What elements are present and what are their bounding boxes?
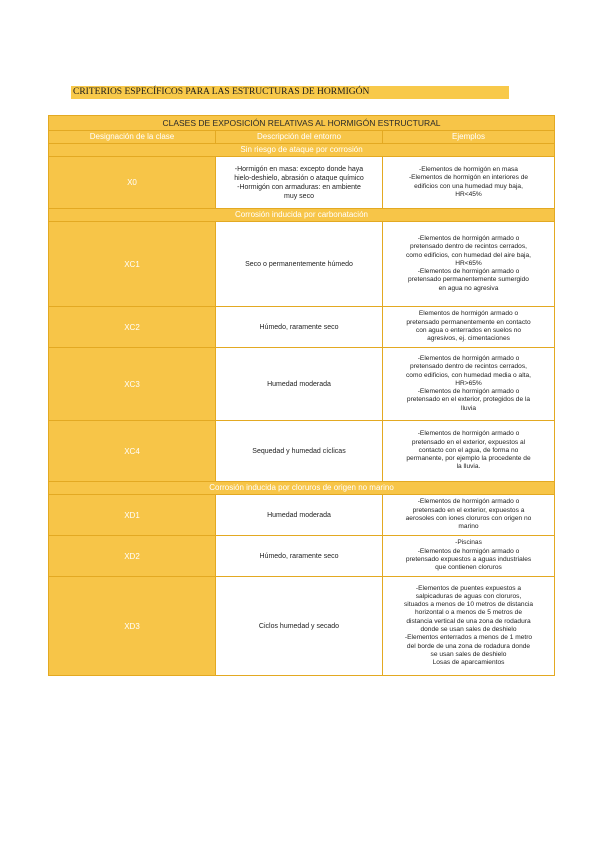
class-code: XC2 <box>49 307 215 347</box>
example-line: situados a menos de 10 metros de distancia <box>403 601 534 609</box>
column-header-description: Descripción del entorno <box>215 131 382 143</box>
example-line: contacto con el agua, de forma no <box>418 446 519 454</box>
example-line: -Piscinas <box>455 539 482 547</box>
example-line: horizontal o a menos de 5 metros de <box>414 609 523 617</box>
examples-cell <box>382 495 554 535</box>
class-code: XD1 <box>49 495 215 535</box>
table-row-xc4 <box>49 421 554 482</box>
example-line: como edificios, con humedad media o alta, <box>406 371 531 379</box>
example-line: pretensado en el exterior, expuestos al <box>411 438 526 446</box>
environment-description: Humedad moderada <box>215 495 382 535</box>
example-line: con agua o enterrados en suelos no <box>415 327 522 334</box>
example-line: distancia vertical de una zona de rodadura <box>406 617 531 625</box>
description-line: -Hormigón en masa: excepto donde haya <box>234 165 364 173</box>
section-label-carbonation: Corrosión inducida por carbonatación <box>49 209 554 222</box>
example-line: Losas de aparcamientos <box>432 659 505 667</box>
examples-cell <box>382 577 554 675</box>
class-code: XC4 <box>49 421 215 481</box>
example-line: -Elementos de hormigón armado o <box>417 354 520 362</box>
table-row-xc1 <box>49 222 554 307</box>
class-code: XD3 <box>49 577 215 675</box>
example-line: aerosoles con iones cloruros con origen no <box>405 515 532 522</box>
example-line: -Elementos de hormigón armado o <box>417 388 520 396</box>
description-line: hielo-deshielo, abrasión o ataque químico <box>234 174 364 182</box>
example-line: pretensado en el exterior, protegidos de la <box>406 396 531 404</box>
example-line: -Elementos de hormigón en masa <box>419 165 518 173</box>
examples-cell <box>382 222 554 306</box>
example-line: -Elementos de hormigón armado o <box>417 547 520 555</box>
class-code: XC1 <box>49 222 215 306</box>
example-line: -Elementos de puentes expuestos a <box>415 584 522 592</box>
example-line: pretensado expuestos a aguas industriales <box>405 556 532 563</box>
example-line: marino <box>458 523 479 531</box>
example-line: pretensado dentro de recintos cerrados, <box>410 243 527 251</box>
table-caption: CLASES DE EXPOSICIÓN RELATIVAS AL HORMIGÓN ESTRUCTURAL <box>49 116 554 131</box>
section-label-chlorides: Corrosión inducida por cloruros de origen no marino <box>49 482 554 495</box>
section-label-no-corrosion: Sin riesgo de ataque por corrosión <box>49 144 554 157</box>
table-header-row <box>49 131 554 144</box>
example-line: del borde de una zona de rodadura donde <box>406 642 531 650</box>
environment-description: Húmedo, raramente seco <box>215 536 382 576</box>
column-header-designation: Designación de la clase <box>49 131 215 143</box>
class-code: XD2 <box>49 536 215 576</box>
example-line: en agua no agresiva <box>438 284 499 292</box>
table-row-xd3 <box>49 577 554 675</box>
example-line: Elementos de hormigón armado o <box>418 310 519 318</box>
description-line: muy seco <box>284 192 314 200</box>
example-line: agresivos, ej. cimentaciones <box>427 335 510 343</box>
example-line: -Elementos enterrados a menos de 1 metro <box>404 634 533 642</box>
table-row-xc3 <box>49 348 554 421</box>
example-line: -Elementos de hormigón armado o <box>417 268 520 276</box>
table-row-xc2 <box>49 307 554 348</box>
example-line: -Elementos de hormigón armado o <box>417 498 520 506</box>
example-line: -Elementos de hormigón armado o <box>417 234 520 242</box>
example-line: HR<65% <box>455 259 482 267</box>
example-line: pretensado dentro de recintos cerrados, <box>410 363 527 371</box>
example-line: salpicaduras de aguas con cloruros, <box>415 592 522 600</box>
column-header-examples: Ejemplos <box>382 131 554 143</box>
table-row-x0 <box>49 157 554 209</box>
example-line: que contienen cloruros <box>435 564 502 572</box>
example-line: -Elementos de hormigón en interiores de <box>408 174 529 182</box>
table-row-xd1 <box>49 495 554 536</box>
examples-cell <box>382 421 554 481</box>
example-line: se usan sales de deshielo <box>430 650 507 658</box>
example-line: como edificios, con humedad del aire baja, <box>406 251 531 259</box>
example-line: edificios con una humedad muy baja, <box>414 182 523 190</box>
environment-description: Sequedad y humedad cíclicas <box>215 421 382 481</box>
example-line: HR<45% <box>455 190 482 198</box>
examples-cell <box>382 307 554 347</box>
example-line: permanente, por ejemplo la procedente de <box>406 455 531 463</box>
environment-description: Húmedo, raramente seco <box>215 307 382 347</box>
table-row-xd2 <box>49 536 554 577</box>
class-code: X0 <box>49 157 215 208</box>
example-line: -Elementos de hormigón armado o <box>417 430 520 438</box>
environment-description <box>215 157 382 208</box>
environment-description: Ciclos humedad y secado <box>215 577 382 675</box>
example-line: HR>65% <box>455 379 482 387</box>
exposure-classes-table <box>48 115 555 676</box>
example-line: pretensado permanentemente en contacto <box>406 318 531 326</box>
example-line: pretensado permanentemente sumergido <box>408 276 529 284</box>
class-code: XC3 <box>49 348 215 420</box>
description-line: -Hormigón con armaduras: en ambiente <box>237 183 361 191</box>
examples-cell <box>382 536 554 576</box>
page-title: CRITERIOS ESPECÍFICOS PARA LAS ESTRUCTURAS DE HORMIGÓN <box>71 86 509 99</box>
examples-cell <box>382 348 554 420</box>
example-line: pretensado en el exterior, expuestos a <box>412 506 525 514</box>
example-line: la lluvia. <box>456 463 481 471</box>
environment-description: Humedad moderada <box>215 348 382 420</box>
examples-cell <box>382 157 554 208</box>
environment-description: Seco o permanentemente húmedo <box>215 222 382 306</box>
example-line: donde se usan sales de deshielo <box>420 626 517 633</box>
example-line: lluvia <box>460 404 477 412</box>
